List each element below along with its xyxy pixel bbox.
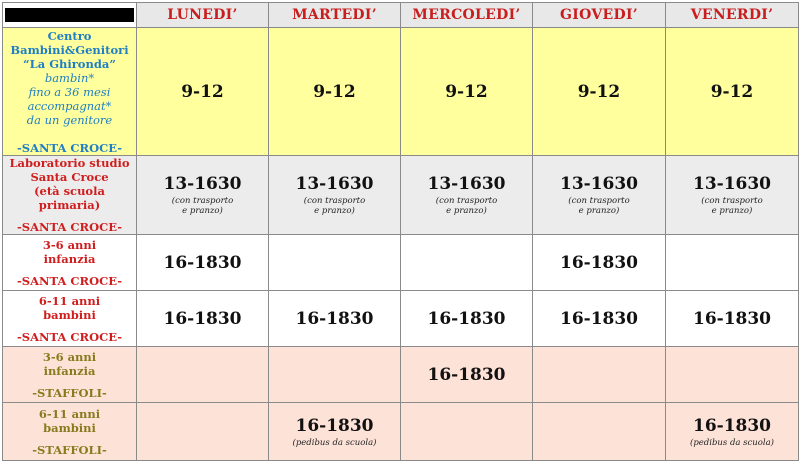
- schedule-cell: [533, 347, 666, 403]
- label-title-line: bambini: [43, 307, 96, 322]
- schedule-row-infanzia-santa-croce: [3, 235, 799, 291]
- day-header-tuesday: MARTEDI’: [269, 3, 401, 28]
- time-note: [668, 196, 796, 216]
- time-note: [403, 196, 530, 216]
- label-place: -SANTA CROCE-: [17, 220, 122, 234]
- note-line: e pranzo): [711, 206, 753, 216]
- time-slot: 16-1830: [295, 308, 374, 329]
- time-slot: 16-1830: [559, 308, 639, 329]
- label-desc-line: fino a 36 mesi: [28, 84, 111, 99]
- schedule-cell: [269, 291, 401, 347]
- row-label: [5, 238, 134, 288]
- time-slot: 13-1630: [692, 174, 772, 194]
- time-slot: 13-1630: [559, 174, 639, 194]
- label-place: -SANTA CROCE-: [17, 273, 122, 288]
- time-note: (pedibus da scuola): [292, 437, 377, 448]
- time-slot: 16-1830: [163, 252, 242, 273]
- time-note: [535, 196, 663, 216]
- time-slot: 16-1830: [163, 308, 242, 329]
- row-label-cell: [3, 291, 137, 347]
- row-label-cell: [3, 28, 137, 156]
- time-slot: 13-1630: [295, 174, 374, 194]
- time-slot: 9-12: [710, 81, 754, 102]
- label-title-line: Laboratorio studio: [9, 156, 130, 170]
- time-slot: 16-1830: [295, 415, 374, 436]
- row-label: [5, 29, 134, 155]
- time-note: [271, 196, 398, 216]
- label-place: -SANTA CROCE-: [17, 140, 122, 155]
- time-note: [139, 196, 266, 216]
- day-header-friday: VENERDI’: [666, 3, 799, 28]
- label-title-line: infanzia: [43, 363, 96, 378]
- label-title-line: Centro: [47, 28, 92, 43]
- row-label: [5, 407, 134, 457]
- label-title-line: Santa Croce: [30, 170, 109, 184]
- schedule-cell: [401, 403, 533, 461]
- time-slot: 9-12: [181, 81, 224, 102]
- label-title-line: (età scuola primaria): [34, 184, 105, 212]
- schedule-row-bambini-santa-croce: [3, 291, 799, 347]
- row-label: [5, 294, 134, 344]
- schedule-cell: [401, 347, 533, 403]
- note-line: (con trasporto: [701, 196, 763, 206]
- label-desc-line: da un genitore: [26, 112, 113, 127]
- row-label-cell: [3, 235, 137, 291]
- schedule-cell: [137, 235, 269, 291]
- time-slot: 9-12: [313, 81, 356, 102]
- schedule-cell: [533, 235, 666, 291]
- row-label-cell: [3, 347, 137, 403]
- label-desc-line: bambin*: [44, 70, 95, 85]
- time-note: (pedibus da scuola): [690, 437, 774, 448]
- schedule-cell: [533, 291, 666, 347]
- schedule-cell: [666, 291, 799, 347]
- time-slot: 16-1830: [559, 252, 639, 273]
- schedule-cell: [269, 156, 401, 235]
- time-slot: 16-1830: [427, 308, 506, 329]
- schedule-row-infanzia-staffoli: [3, 347, 799, 403]
- note-line: (con trasporto: [568, 196, 630, 206]
- schedule-cell: [666, 28, 799, 156]
- schedule-row-laboratorio: [3, 156, 799, 235]
- schedule-cell: [401, 235, 533, 291]
- note-line: (con trasporto: [303, 196, 366, 206]
- schedule-cell: [137, 347, 269, 403]
- schedule-cell: [269, 235, 401, 291]
- note-line: e pranzo): [578, 206, 620, 216]
- time-slot: 9-12: [577, 81, 621, 102]
- schedule-cell: [666, 235, 799, 291]
- label-place: -SANTA CROCE-: [17, 329, 122, 344]
- schedule-cell: [666, 403, 799, 461]
- weekly-schedule-table: [2, 2, 799, 461]
- day-header-monday: LUNEDI’: [137, 3, 269, 28]
- time-slot: 13-1630: [163, 174, 242, 194]
- label-place: -STAFFOLI-: [32, 385, 107, 400]
- row-label: [5, 156, 134, 234]
- schedule-row-bambini-staffoli: [3, 403, 799, 461]
- header-row: [3, 3, 799, 28]
- schedule-cell: [137, 28, 269, 156]
- label-title-line: 3-6 anni: [42, 237, 97, 252]
- label-title-line: infanzia: [43, 251, 96, 266]
- schedule-cell: [137, 156, 269, 235]
- time-slot: 13-1630: [427, 174, 506, 194]
- row-label: [5, 350, 134, 400]
- row-label-cell: [3, 403, 137, 461]
- label-title-line: 3-6 anni: [42, 349, 97, 364]
- day-header-thursday: GIOVEDI’: [533, 3, 666, 28]
- label-desc-line: accompagnat*: [27, 98, 112, 113]
- schedule-cell: [269, 347, 401, 403]
- schedule-row-centro: [3, 28, 799, 156]
- time-slot: 16-1830: [427, 364, 506, 385]
- label-title-line: “La Ghironda”: [23, 56, 116, 71]
- label-title-line: Bambini&Genitori: [10, 42, 129, 57]
- time-slot: 16-1830: [692, 415, 772, 436]
- schedule-cell: [269, 403, 401, 461]
- label-title-line: 6-11 anni: [38, 406, 101, 421]
- label-title-line: 6-11 anni: [38, 293, 101, 308]
- schedule-cell: [137, 403, 269, 461]
- schedule-cell: [401, 28, 533, 156]
- note-line: e pranzo): [446, 206, 487, 216]
- schedule-cell: [666, 156, 799, 235]
- note-line: (con trasporto: [435, 196, 498, 206]
- time-slot: 16-1830: [692, 308, 772, 329]
- redacted-bar: [5, 8, 134, 22]
- label-place: -STAFFOLI-: [32, 442, 107, 457]
- schedule-cell: [666, 347, 799, 403]
- schedule-cell: [269, 28, 401, 156]
- time-slot: 9-12: [445, 81, 488, 102]
- schedule-cell: [401, 156, 533, 235]
- note-line: e pranzo): [182, 206, 223, 216]
- note-line: e pranzo): [314, 206, 355, 216]
- note-line: (con trasporto: [171, 196, 234, 206]
- label-title-line: bambini: [43, 420, 96, 435]
- row-label-cell: [3, 156, 137, 235]
- schedule-cell: [137, 291, 269, 347]
- schedule-container: [2, 2, 798, 457]
- schedule-cell: [533, 403, 666, 461]
- corner-cell: [3, 3, 137, 28]
- schedule-cell: [533, 156, 666, 235]
- schedule-cell: [401, 291, 533, 347]
- day-header-wednesday: MERCOLEDI’: [401, 3, 533, 28]
- schedule-cell: [533, 28, 666, 156]
